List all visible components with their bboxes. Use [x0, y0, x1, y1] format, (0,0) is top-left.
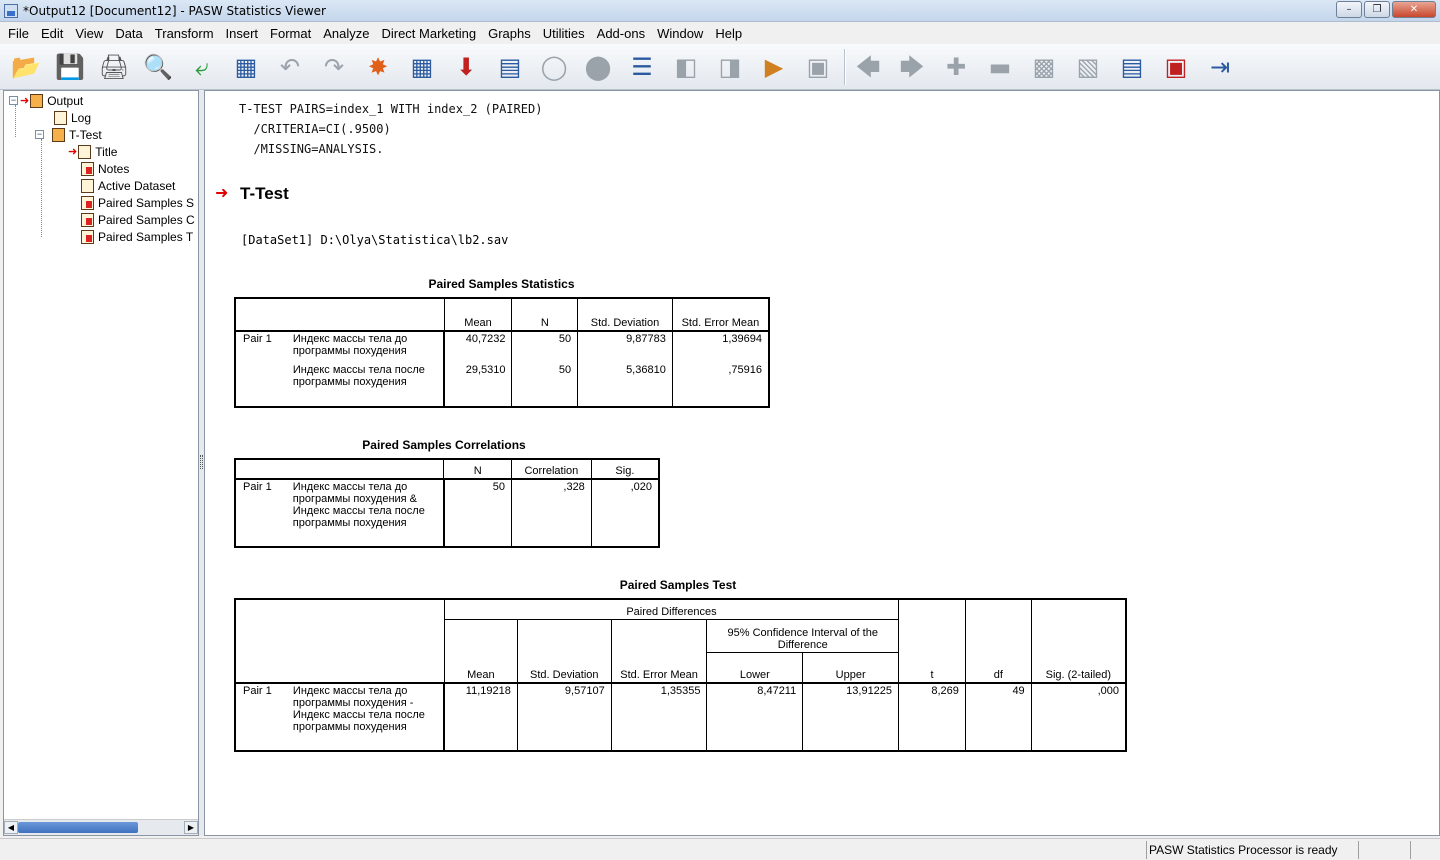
row-label: Индекс массы тела после программы похудения	[287, 363, 444, 407]
print-preview-icon[interactable]: 🔍	[143, 52, 173, 81]
tree-item-t-test[interactable]	[35, 126, 102, 143]
pair-label: Pair 1	[235, 683, 287, 751]
col-header: Sig.	[591, 459, 659, 479]
cell-std-deviation: 9,57107	[517, 683, 611, 751]
splitter-grip[interactable]	[200, 455, 203, 469]
undo-icon[interactable]: ↶	[279, 52, 301, 81]
expand-icon[interactable]: ▶	[764, 52, 784, 81]
menu-format[interactable]: Format	[270, 25, 312, 41]
cell-df: 49	[965, 683, 1031, 751]
demote-icon[interactable]: ◨	[718, 52, 742, 81]
col-header: df	[965, 599, 1031, 683]
menu-analyze[interactable]: Analyze	[323, 25, 370, 41]
toolbar	[0, 44, 1440, 90]
insert-cases-icon[interactable]: ⬇	[455, 52, 477, 81]
minimize-button[interactable]: –	[1336, 1, 1362, 18]
col-header: N	[512, 298, 578, 331]
current-arrow-icon: ➜	[68, 146, 78, 158]
output-pane	[204, 90, 1440, 836]
tree-label: Paired Samples C	[98, 212, 195, 227]
tree-line	[15, 105, 16, 137]
tree-item-paired-samples-correlations[interactable]	[81, 211, 195, 228]
stats-table-title: Paired Samples Statistics	[428, 277, 575, 291]
col-header: N	[444, 459, 512, 479]
col-header: Sig. (2-tailed)	[1031, 599, 1126, 683]
insert-heading-icon[interactable]: ▩	[1032, 52, 1056, 81]
hide-icon[interactable]: ▬	[988, 52, 1012, 81]
cell-mean: 29,5310	[444, 363, 512, 407]
menu-utilities[interactable]: Utilities	[542, 25, 585, 41]
stats-table[interactable]	[234, 297, 770, 408]
table-row	[235, 683, 1126, 751]
col-header: Correlation	[511, 459, 591, 479]
insert-text-icon[interactable]: ▤	[1120, 52, 1144, 81]
next-icon[interactable]: 🡆	[899, 52, 925, 81]
status-cell	[1358, 841, 1410, 859]
tree-item-output[interactable]	[9, 92, 83, 109]
col-header: Upper	[803, 652, 899, 683]
tree-label: Paired Samples S	[98, 195, 195, 210]
cell-n: 50	[444, 479, 512, 547]
title-icon	[78, 145, 91, 159]
goto-variable-icon[interactable]: ▦	[410, 52, 434, 81]
cell-lower: 8,47211	[707, 683, 803, 751]
restore-button[interactable]: ❐	[1364, 1, 1390, 18]
promote-icon[interactable]: ◧	[674, 52, 698, 81]
app-icon[interactable]	[4, 4, 18, 18]
designate-window-icon[interactable]: ☰	[631, 52, 653, 81]
menu-insert[interactable]: Insert	[225, 25, 259, 41]
tree-item-notes[interactable]	[81, 160, 129, 177]
table-row	[235, 331, 769, 363]
previous-icon[interactable]: 🡄	[855, 52, 881, 81]
tree-item-active-dataset[interactable]	[81, 177, 175, 194]
col-header: Lower	[707, 652, 803, 683]
menu-window[interactable]: Window	[657, 25, 704, 41]
menu-edit[interactable]: Edit	[40, 25, 64, 41]
menu-bar	[0, 22, 1440, 44]
table-icon	[81, 196, 94, 210]
col-header: Mean	[444, 619, 517, 683]
variables-icon[interactable]: ▤	[498, 52, 522, 81]
outline-horizontal-scrollbar[interactable]	[4, 819, 198, 835]
cell-sig: ,000	[1031, 683, 1126, 751]
corr-table-title: Paired Samples Correlations	[362, 438, 526, 452]
ci-header: 95% Confidence Interval of the Difference	[707, 619, 899, 652]
redo-icon[interactable]: ↷	[323, 52, 345, 81]
scrollbar-thumb[interactable]	[18, 822, 138, 833]
scroll-left-icon[interactable]: ◀	[4, 821, 18, 834]
row-label: Индекс массы тела до программы похудения	[287, 331, 444, 363]
output-book-icon	[30, 94, 43, 108]
toolbar-separator	[844, 49, 846, 85]
current-arrow-icon: ➜	[20, 95, 30, 107]
table-row	[235, 363, 769, 407]
export-icon[interactable]: ⤶	[195, 52, 209, 81]
section-title[interactable]: T-Test	[240, 184, 289, 203]
menu-view[interactable]: View	[75, 25, 104, 41]
recall-dialog-icon[interactable]: ▦	[234, 52, 258, 81]
open-icon[interactable]: 📂	[11, 52, 41, 81]
col-header: Std. Error Mean	[672, 298, 769, 331]
table-icon	[81, 230, 94, 244]
active-dataset-text[interactable]: [DataSet1] D:\Olya\Statistica\lb2.sav	[241, 233, 509, 247]
row-label: Индекс массы тела до программы похудения - Индекс массы тела после программы похудения	[287, 683, 445, 751]
notes-icon	[81, 162, 94, 176]
current-item-arrow-icon: ➜	[215, 183, 229, 202]
test-table[interactable]	[234, 598, 1127, 752]
tree-label: Paired Samples T	[98, 229, 194, 244]
group-header: Paired Differences	[444, 599, 898, 619]
show-icon[interactable]: ✚	[945, 52, 967, 81]
header-corner	[235, 459, 444, 479]
correlations-table[interactable]	[234, 458, 660, 548]
collapse-icon[interactable]: ▣	[806, 52, 830, 81]
tree-item-paired-samples-statistics[interactable]	[81, 194, 194, 211]
col-header: t	[899, 599, 966, 683]
active-dataset-icon	[81, 179, 94, 193]
col-header: Mean	[444, 298, 512, 331]
show-all-icon[interactable]: ⬤	[584, 52, 612, 81]
cell-std-deviation: 9,87783	[578, 331, 673, 363]
tree-label: Output	[47, 93, 84, 108]
save-icon[interactable]: 💾	[55, 52, 85, 81]
status-bar	[0, 838, 1440, 860]
tree-label: Active Dataset	[98, 178, 176, 193]
col-header: Std. Deviation	[517, 619, 611, 683]
menu-graphs[interactable]: Graphs	[488, 25, 531, 41]
insert-page-break-icon[interactable]: ⇥	[1209, 52, 1231, 81]
test-table-title: Paired Samples Test	[619, 578, 737, 592]
cell-sig: ,020	[591, 479, 659, 547]
tree-line	[41, 139, 42, 237]
collapse-toggle-icon[interactable]: −	[36, 129, 43, 139]
syntax-log[interactable]: T-TEST PAIRS=index_1 WITH index_2 (PAIRED) /CRITERIA=CI(.9500) /MISSING=ANALYSIS.	[239, 102, 543, 156]
table-row	[235, 479, 659, 547]
menu-file[interactable]: File	[8, 25, 29, 41]
cell-n: 50	[512, 331, 578, 363]
tree-label: Notes	[98, 161, 130, 176]
menu-transform[interactable]: Transform	[154, 25, 214, 41]
pair-label: Pair 1	[235, 479, 287, 547]
outline-pane	[3, 90, 199, 836]
cell-std-deviation: 5,36810	[578, 363, 673, 407]
cell-mean: 11,19218	[444, 683, 517, 751]
cell-n: 50	[512, 363, 578, 407]
pair-label-empty	[235, 363, 287, 407]
menu-direct-marketing[interactable]: Direct Marketing	[381, 25, 477, 41]
tree-item-paired-samples-test[interactable]	[81, 228, 193, 245]
cell-std-error: ,75916	[672, 363, 769, 407]
scroll-right-icon[interactable]: ▶	[184, 821, 198, 834]
status-cell	[1410, 841, 1438, 859]
window-controls	[1334, 1, 1436, 18]
col-header: Std. Deviation	[578, 298, 673, 331]
goto-case-icon[interactable]: ✸	[367, 52, 389, 81]
cell-upper: 13,91225	[803, 683, 899, 751]
cell-mean: 40,7232	[444, 331, 512, 363]
insert-title-icon[interactable]: ▧	[1076, 52, 1100, 81]
tree-label: Title	[95, 144, 118, 159]
cell-std-error: 1,39694	[672, 331, 769, 363]
row-label: Индекс массы тела до программы похудения & Индекс массы тела после программы похудения	[287, 479, 444, 547]
cell-t: 8,269	[899, 683, 966, 751]
tree-item-title[interactable]	[68, 143, 117, 160]
table-icon	[81, 213, 94, 227]
status-text: PASW Statistics Processor is ready	[1146, 841, 1358, 859]
close-button[interactable]: ✕	[1392, 1, 1436, 18]
collapse-toggle-icon[interactable]: −	[10, 95, 17, 105]
window-title: *Output12 [Document12] - PASW Statistics Viewer	[23, 3, 326, 18]
window-title-bar	[0, 0, 1440, 22]
tree-label: T-Test	[69, 127, 102, 142]
log-icon	[54, 111, 67, 125]
header-corner	[235, 298, 444, 331]
tree-label: Log	[71, 110, 92, 125]
use-sets-icon[interactable]: ◯	[540, 52, 568, 81]
t-test-book-icon	[52, 128, 65, 142]
cell-std-error: 1,35355	[611, 683, 707, 751]
tree-item-log[interactable]	[54, 109, 91, 126]
pair-label: Pair 1	[235, 331, 287, 363]
insert-chart-icon[interactable]: ▣	[1164, 52, 1188, 81]
cell-correlation: ,328	[511, 479, 591, 547]
menu-data[interactable]: Data	[115, 25, 143, 41]
col-header: Std. Error Mean	[611, 619, 707, 683]
menu-add-ons[interactable]: Add-ons	[596, 25, 646, 41]
menu-help[interactable]: Help	[715, 25, 743, 41]
print-icon[interactable]: 🖨	[98, 52, 130, 81]
header-corner	[235, 599, 444, 683]
